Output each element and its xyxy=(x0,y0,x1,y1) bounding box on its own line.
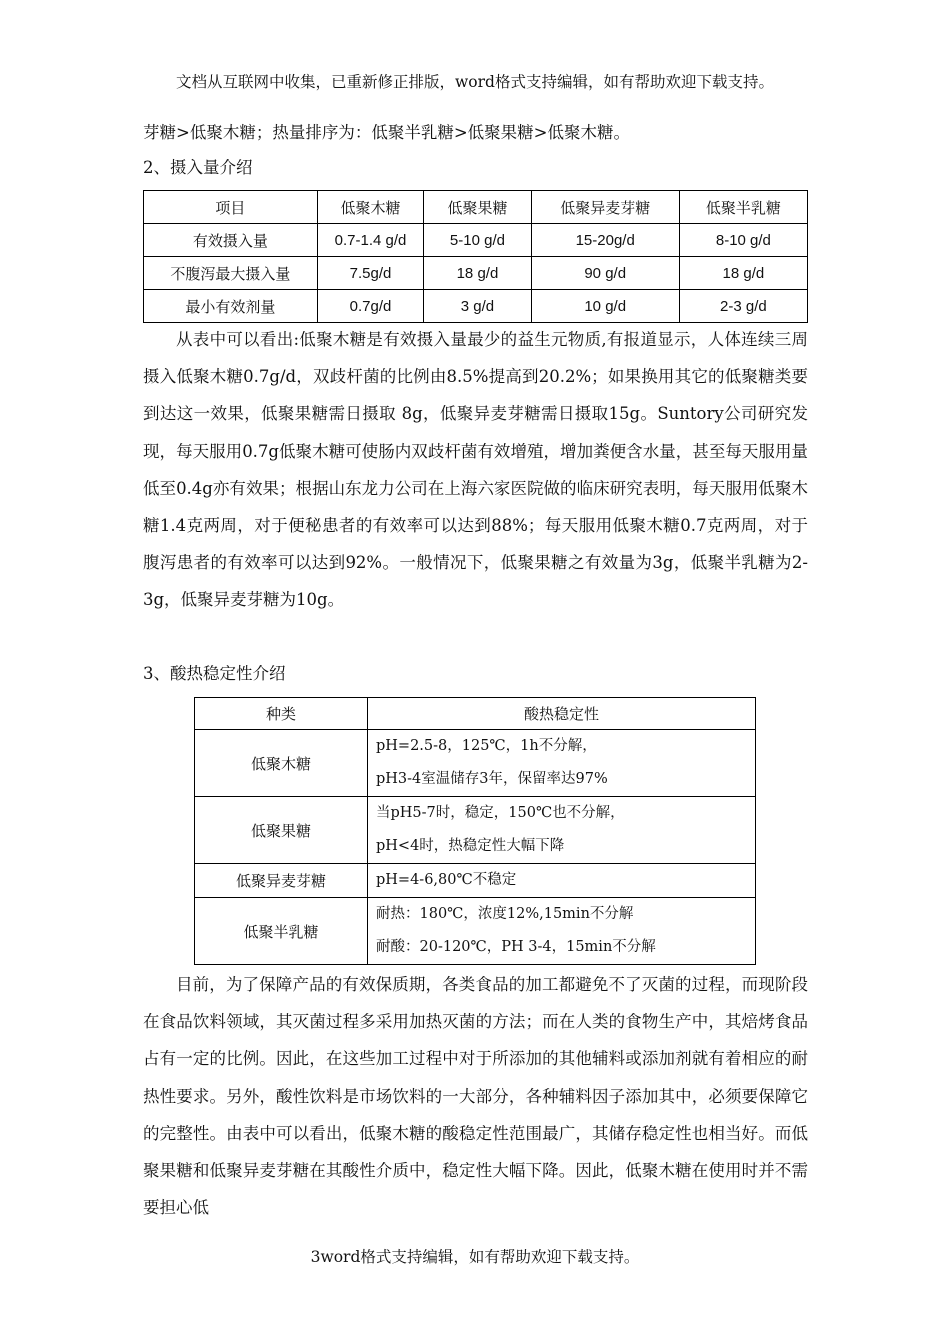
table-header-row xyxy=(195,698,756,730)
table-cell: 18 g/d xyxy=(424,257,531,290)
table-header-row xyxy=(144,191,808,224)
row-label: 不腹泻最大摄入量 xyxy=(144,257,318,290)
table-row xyxy=(144,290,808,323)
table-header-cell: 低聚半乳糖 xyxy=(679,191,807,224)
table-header-cell: 种类 xyxy=(195,698,368,730)
table-header-cell: 酸热稳定性 xyxy=(368,698,756,730)
table-cell: 90 g/d xyxy=(531,257,679,290)
table-row xyxy=(195,730,756,797)
table-cell xyxy=(368,730,756,797)
table-cell: 3 g/d xyxy=(424,290,531,323)
table-cell xyxy=(368,864,756,898)
page-header: 文档从互联网中收集，已重新修正排版，word格式支持编辑，如有帮助欢迎下载支持。 xyxy=(176,73,774,91)
table-row xyxy=(144,257,808,290)
section-heading-stability: 3、酸热稳定性介绍 xyxy=(143,664,286,683)
row-label: 低聚异麦芽糖 xyxy=(195,864,368,898)
row-label: 有效摄入量 xyxy=(144,224,318,257)
continuation-line: 芽糖>低聚木糖；热量排序为：低聚半乳糖>低聚果糖>低聚木糖。 xyxy=(143,123,630,142)
cell-line: pH=2.5-8，125℃，1h不分解， xyxy=(376,738,597,754)
table-row xyxy=(195,864,756,898)
table-row xyxy=(195,898,756,965)
cell-line: 耐酸：20-120℃，PH 3-4，15min不分解 xyxy=(376,939,656,955)
paragraph-text: 目前，为了保障产品的有效保质期，各类食品的加工都避免不了灭菌的过程，而现阶段在食品饮料领域，其灭菌过程多采用加热灭菌的方法；而在人类的食物生产中，其焙烤食品占有一定的比例。因此，在这些加工过程中对于所添加的其他辅料或添加剂就有着相应的耐热性要求。另外，酸性饮料是市场饮料的一大部分，各种辅料因子添加其中，必须要保障它的完整性。由表中可以看出，低聚木糖的酸稳定性范围最广，其储存稳定性也相当好。而低聚果糖和低聚异麦芽糖在其酸性介质中，稳定性大幅下降。因此，低聚木糖在使用时并不需要担心低 xyxy=(143,975,808,1218)
row-label: 低聚半乳糖 xyxy=(195,898,368,965)
cell-line: pH3-4室温储存3年，保留率达97% xyxy=(376,771,608,787)
table-header-cell: 项目 xyxy=(144,191,318,224)
cell-line: 当pH5-7时，稳定，150℃也不分解， xyxy=(376,805,625,821)
table-cell: 0.7-1.4 g/d xyxy=(317,224,424,257)
intake-table xyxy=(143,190,808,323)
body-paragraph-stability xyxy=(143,966,808,1226)
table-row xyxy=(144,224,808,257)
table-cell: 18 g/d xyxy=(679,257,807,290)
table-header-cell: 低聚果糖 xyxy=(424,191,531,224)
table-cell: 5-10 g/d xyxy=(424,224,531,257)
table-cell xyxy=(368,898,756,965)
section-heading-intake: 2、摄入量介绍 xyxy=(143,158,253,177)
cell-line: pH=4-6,80℃不稳定 xyxy=(376,872,517,888)
body-paragraph-intake xyxy=(143,321,808,619)
table-cell: 0.7g/d xyxy=(317,290,424,323)
table-header-cell: 低聚异麦芽糖 xyxy=(531,191,679,224)
table-cell: 10 g/d xyxy=(531,290,679,323)
table-header-cell: 低聚木糖 xyxy=(317,191,424,224)
table-cell: 7.5g/d xyxy=(317,257,424,290)
page-footer: 3word格式支持编辑，如有帮助欢迎下载支持。 xyxy=(310,1248,640,1266)
row-label: 最小有效剂量 xyxy=(144,290,318,323)
table-cell: 8-10 g/d xyxy=(679,224,807,257)
paragraph-text: 从表中可以看出:低聚木糖是有效摄入量最少的益生元物质,有报道显示，人体连续三周摄入低聚木糖0.7g/d，双歧杆菌的比例由8.5%提高到20.2%；如果换用其它的低聚糖类要到达这一效果，低聚果糖需日摄取 8g，低聚异麦芽糖需日摄取15g。Suntory公司研究发现，每天服用0.7g低聚木糖可使肠内双歧杆菌有效增殖，增加粪便含水量，甚至每天服用量低至0.4g亦有效果；根据山东龙力公司在上海六家医院做的临床研究表明，每天服用低聚木糖1.4克两周，对于便秘患者的有效率可以达到88%；每天服用低聚木糖0.7克两周，对于腹泻患者的有效率可以达到92%。一般情况下，低聚果糖之有效量为3g，低聚半乳糖为2-3g，低聚异麦芽糖为10g。 xyxy=(143,330,808,610)
table-cell: 2-3 g/d xyxy=(679,290,807,323)
table-row xyxy=(195,797,756,864)
cell-line: 耐热：180℃，浓度12%,15min不分解 xyxy=(376,906,634,922)
table-cell xyxy=(368,797,756,864)
row-label: 低聚木糖 xyxy=(195,730,368,797)
row-label: 低聚果糖 xyxy=(195,797,368,864)
stability-table xyxy=(194,697,756,965)
cell-line: pH<4时，热稳定性大幅下降 xyxy=(376,838,565,854)
table-cell: 15-20g/d xyxy=(531,224,679,257)
